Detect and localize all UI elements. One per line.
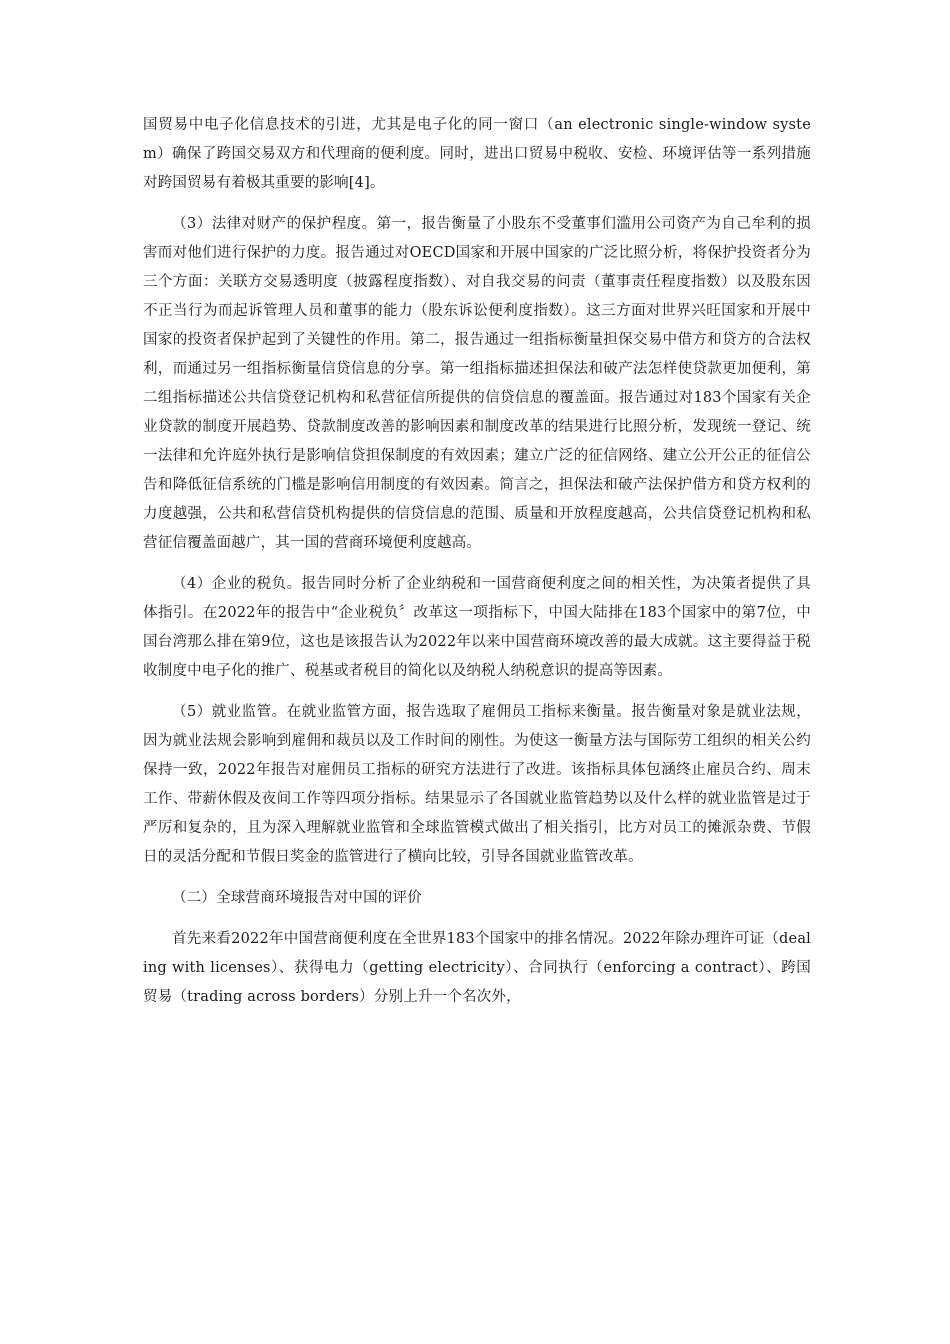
paragraph-employment-regulation: （5）就业监管。在就业监管方面，报告选取了雇佣员工指标来衡量。报告衡量对象是就业法规，因为就业法规会影响到雇佣和裁员以及工作时间的刚性。为使这一衡量方法与国际劳工组织的相关公约保持一致，2022年报告对雇佣员工指标的研究方法进行了改进。该指标具体包涵终止雇员合约、周末工作、带薪休假及夜间工作等四项分指标。结果显示了各国就业监管趋势以及什么样的就业监管是过于严厉和复杂的，且为深入理解就业监管和全球监管模式做出了相关指引，比方对员工的摊派杂费、节假日的灵活分配和节假日奖金的监管进行了横向比较，引导各国就业监管改革。	[143, 704, 811, 865]
section-heading: （二）全球营商环境报告对中国的评价	[172, 890, 422, 906]
paragraph-trade-continuation: 国贸易中电子化信息技术的引进，尤其是电子化的同一窗口（an electronic single-window system）确保了跨国交易双方和代理商的便利度。同时，进出口贸易中税收、安检、环境评估等一系列措施对跨国贸易有着极其重要的影响[4]。	[143, 117, 811, 191]
paragraph-corporate-tax: （4）企业的税负。报告同时分析了企业纳税和一国营商便利度之间的相关性，为决策者提供了具体指引。在2022年的报告中“企业税负〞改革这一项指标下，中国大陆排在183个国家中的第7位，中国台湾那么排在第9位，这也是该报告认为2022年以来中国营商环境改善的最大成就。这主要得益于税收制度中电子化的推广、税基或者税目的简化以及纳税人纳税意识的提高等因素。	[143, 576, 811, 679]
document-body	[143, 111, 811, 1024]
paragraph-property-protection: （3）法律对财产的保护程度。第一，报告衡量了小股东不受董事们滥用公司资产为自己牟利的损害而对他们进行保护的力度。报告通过对OECD国家和开展中国家的广泛比照分析，将保护投资者分为三个方面：关联方交易透明度（披露程度指数）、对自我交易的问责（董事责任程度指数）以及股东因不正当行为而起诉管理人员和董事的能力（股东诉讼便利度指数）。这三方面对世界兴旺国家和开展中国家的投资者保护起到了关键性的作用。第二，报告通过一组指标衡量担保交易中借方和贷方的合法权利，而通过另一组指标衡量信贷信息的分享。第一组指标描述担保法和破产法怎样使贷款更加便利，第二组指标描述公共信贷登记机构和私营征信所提供的信贷信息的覆盖面。报告通过对183个国家有关企业贷款的制度开展趋势、贷款制度改善的影响因素和制度改革的结果进行比照分析，发现统一登记、统一法律和允许庭外执行是影响信贷担保制度的有效因素；建立广泛的征信网络、建立公开公正的征信公告和降低征信系统的门槛是影响信用制度的有效因素。简言之，担保法和破产法保护借方和贷方权利的力度越强，公共和私营信贷机构提供的信贷信息的范围、质量和开放程度越高，公共信贷登记机构和私营征信覆盖面越广，其一国的营商环境便利度越高。	[143, 216, 811, 551]
paragraph-china-ranking: 首先来看2022年中国营商便利度在全世界183个国家中的排名情况。2022年除办理许可证（dealing with licenses）、获得电力（getting electricity）、合同执行（enforcing a contract）、跨国贸易（trading across borders）分别上升一个名次外，	[143, 931, 811, 1005]
